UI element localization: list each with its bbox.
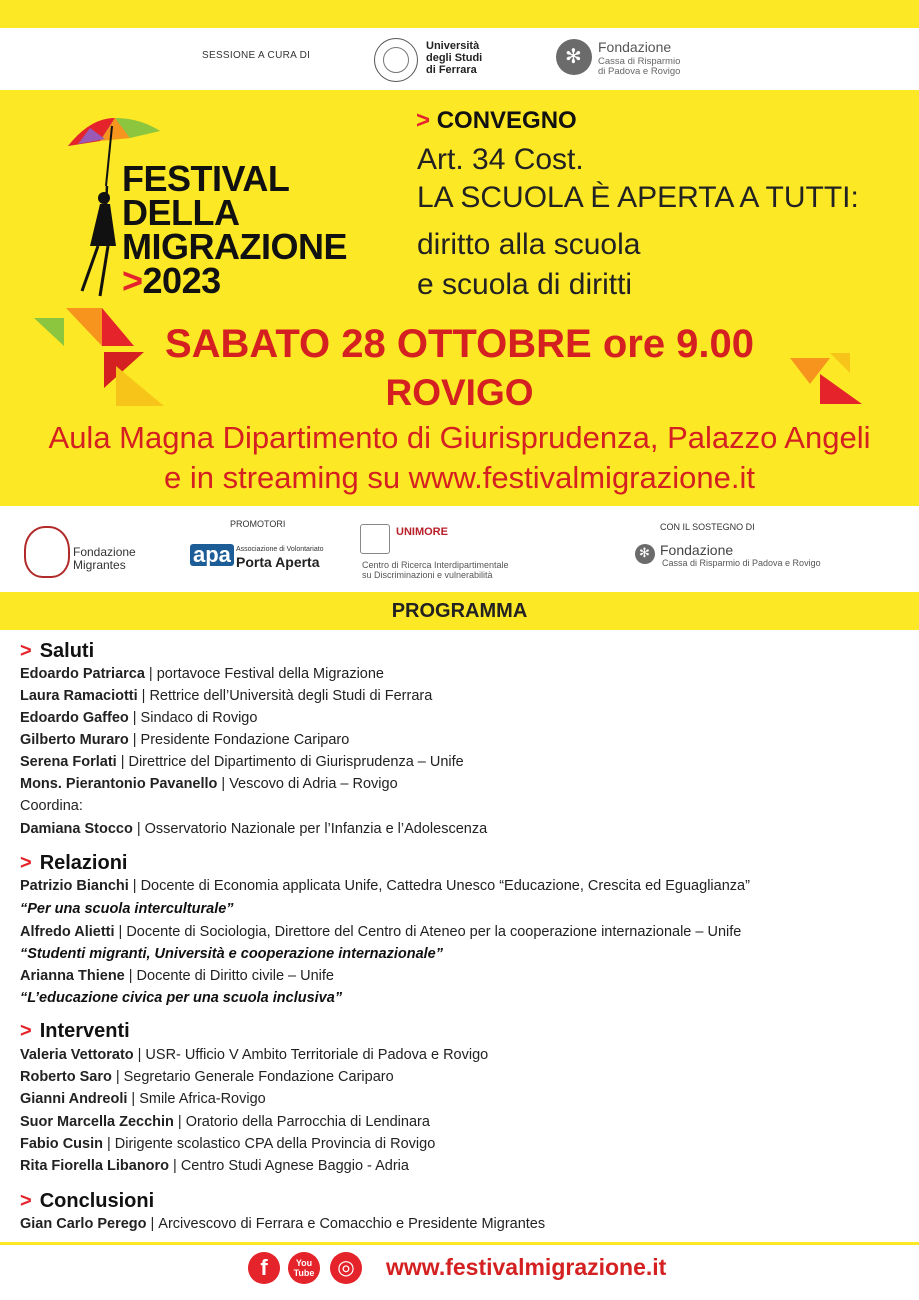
- migrantes-line-2: Migrantes: [73, 558, 126, 572]
- facebook-icon[interactable]: f: [248, 1252, 280, 1284]
- fondazione-name: Fondazione: [598, 39, 672, 55]
- fondazione-subtitle: [598, 57, 680, 77]
- list-item: [20, 1216, 545, 1232]
- speaker-name: Patrizio Bianchi: [20, 878, 129, 894]
- separator: |: [150, 1216, 155, 1232]
- event-venue: Aula Magna Dipartimento di Giurisprudenza, Palazzo Angeli: [48, 420, 871, 455]
- speaker-role: Oratorio della Parrocchia di Lendinara: [185, 1114, 430, 1130]
- festival-year: 2023: [142, 260, 221, 301]
- speaker-name: Valeria Vettorato: [20, 1047, 134, 1063]
- list-item: [20, 732, 349, 748]
- speaker-role: Docente di Economia applicata Unife, Cattedra Unesco “Educazione, Crescita ed Eguaglianza”: [140, 878, 750, 894]
- website-link[interactable]: www.festivalmigrazione.it: [386, 1254, 667, 1280]
- section-conclusioni-title: [20, 1190, 154, 1213]
- section-label: Conclusioni: [39, 1190, 155, 1212]
- speaker-name: Serena Forlati: [20, 754, 117, 770]
- separator: |: [177, 1114, 182, 1130]
- coordina-label: Coordina:: [20, 798, 83, 814]
- apa-logo: apa: [190, 544, 234, 566]
- list-item: [20, 1158, 409, 1174]
- festival-title-line-2: DELLA: [122, 192, 240, 233]
- separator: |: [118, 924, 123, 940]
- fondazione-sub-line-2: di Padova e Rovigo: [598, 66, 681, 77]
- speaker-role: Vescovo di Adria – Rovigo: [229, 776, 398, 792]
- section-saluti-title: [20, 640, 94, 663]
- separator: |: [221, 776, 226, 792]
- speaker-name: Gianni Andreoli: [20, 1091, 128, 1107]
- migrantes-logo-icon: [24, 526, 70, 578]
- speaker-role: Rettrice dell’Università degli Studi di Ferrara: [149, 688, 433, 704]
- apa-name: Porta Aperta: [236, 554, 320, 570]
- speaker-name: Rita Fiorella Libanoro: [20, 1158, 170, 1174]
- separator: |: [148, 666, 153, 682]
- talk-title: “L’educazione civica per una scuola inclusiva”: [20, 990, 343, 1006]
- promotori-label: PROMOTORI: [230, 519, 286, 529]
- speaker-role: Sindaco di Rovigo: [140, 710, 258, 726]
- speaker-role: Dirigente scolastico CPA della Provincia di Rovigo: [114, 1136, 436, 1152]
- list-item: [20, 754, 464, 770]
- speaker-name: Edoardo Gaffeo: [20, 710, 129, 726]
- convegno-label: [416, 107, 577, 135]
- fondazione-logo-icon: [635, 544, 655, 564]
- speaker-name: Gian Carlo Perego: [20, 1216, 147, 1232]
- event-date: SABATO 28 OTTOBRE ore 9.00: [164, 322, 755, 366]
- section-relazioni-title: [20, 852, 127, 875]
- speaker-name: Damiana Stocco: [20, 821, 133, 837]
- instagram-icon[interactable]: ◎: [330, 1252, 362, 1284]
- list-item: [20, 821, 487, 837]
- separator: |: [137, 1047, 142, 1063]
- separator: |: [115, 1069, 120, 1085]
- list-item: [20, 688, 432, 704]
- list-item: [20, 1047, 488, 1063]
- separator: |: [132, 732, 137, 748]
- list-item: [20, 776, 398, 792]
- separator: |: [132, 878, 137, 894]
- programma-title: PROGRAMMA: [391, 600, 528, 622]
- red-arrow-icon: >: [416, 107, 431, 134]
- separator: |: [120, 754, 125, 770]
- unife-name: [426, 40, 482, 76]
- list-item: [20, 1136, 435, 1152]
- speaker-name: Roberto Saro: [20, 1069, 112, 1085]
- speaker-role: Centro Studi Agnese Baggio - Adria: [180, 1158, 409, 1174]
- section-label: Relazioni: [39, 852, 128, 874]
- speaker-name: Suor Marcella Zecchin: [20, 1114, 174, 1130]
- youtube-icon[interactable]: You Tube: [288, 1252, 320, 1284]
- list-item: [20, 666, 384, 682]
- red-arrow-icon: >: [20, 640, 32, 662]
- speaker-name: Gilberto Muraro: [20, 732, 129, 748]
- separator: |: [132, 710, 137, 726]
- red-arrow-icon: >: [20, 1190, 32, 1212]
- talk-title: “Studenti migranti, Università e cooperazione internazionale”: [20, 946, 443, 962]
- red-arrow-icon: >: [20, 852, 32, 874]
- red-arrow-icon: >: [122, 260, 143, 301]
- talk-title: “Per una scuola interculturale”: [20, 901, 234, 917]
- section-label: Interventi: [39, 1020, 130, 1042]
- festival-title-line-3: MIGRAZIONE: [122, 226, 347, 267]
- migrantes-name: [73, 546, 136, 572]
- separator: |: [106, 1136, 111, 1152]
- convegno-line-4: e scuola di diritti: [417, 268, 633, 301]
- unife-line-2: degli Studi: [426, 52, 483, 64]
- speaker-role: portavoce Festival della Migrazione: [156, 666, 384, 682]
- unimore-subtitle: [362, 560, 509, 580]
- section-label: Saluti: [39, 640, 95, 662]
- convegno-line-3: diritto alla scuola: [417, 228, 641, 261]
- unife-line-3: di Ferrara: [426, 64, 477, 76]
- speaker-role: Presidente Fondazione Cariparo: [140, 732, 350, 748]
- separator: |: [141, 688, 146, 704]
- speaker-role: Segretario Generale Fondazione Cariparo: [123, 1069, 394, 1085]
- convegno-line-2: LA SCUOLA È APERTA A TUTTI:: [417, 181, 859, 214]
- list-item: [20, 968, 334, 984]
- event-streaming-link[interactable]: e in streaming su www.festivalmigrazione.it: [164, 460, 755, 495]
- unife-line-1: Università: [426, 40, 480, 52]
- speaker-name: Alfredo Alietti: [20, 924, 115, 940]
- list-item: [20, 924, 741, 940]
- festival-year-line: [122, 260, 347, 301]
- speaker-name: Fabio Cusin: [20, 1136, 103, 1152]
- footer-divider: [0, 1242, 919, 1245]
- sostegno-label: CON IL SOSTEGNO DI: [660, 522, 755, 532]
- top-band: [0, 0, 919, 28]
- speaker-name: Mons. Pierantonio Pavanello: [20, 776, 218, 792]
- list-item: [20, 1091, 266, 1107]
- session-curator-label: SESSIONE A CURA DI: [202, 50, 311, 61]
- separator: |: [131, 1091, 136, 1107]
- list-item: [20, 1069, 394, 1085]
- fondazione-name: Fondazione: [660, 542, 734, 558]
- unimore-name: UNIMORE: [396, 526, 448, 538]
- speaker-role: USR- Ufficio V Ambito Territoriale di Padova e Rovigo: [145, 1047, 489, 1063]
- list-item: [20, 878, 750, 894]
- speaker-role: Docente di Diritto civile – Unife: [136, 968, 334, 984]
- separator: |: [173, 1158, 177, 1174]
- unife-seal-icon: [374, 38, 418, 82]
- festival-title-line-1: FESTIVAL: [122, 158, 290, 199]
- speaker-name: Arianna Thiene: [20, 968, 125, 984]
- section-interventi-title: [20, 1020, 130, 1043]
- event-city: ROVIGO: [385, 372, 534, 413]
- convegno-line-1: Art. 34 Cost.: [417, 143, 584, 176]
- list-item: [20, 710, 257, 726]
- fondazione-logo-icon: [556, 39, 592, 75]
- separator: |: [136, 821, 141, 837]
- unimore-sub-line-2: su Discriminazioni e vulnerabilità: [362, 570, 493, 580]
- speaker-role: Osservatorio Nazionale per l’Infanzia e l’Adolescenza: [144, 821, 488, 837]
- fondazione-subtitle: Cassa di Risparmio di Padova e Rovigo: [662, 558, 821, 568]
- unimore-logo-icon: [360, 524, 390, 554]
- speaker-role: Smile Africa-Rovigo: [139, 1091, 266, 1107]
- speaker-role: Direttrice del Dipartimento di Giurisprudenza – Unife: [128, 754, 464, 770]
- speaker-role: Arcivescovo di Ferrara e Comacchio e Presidente Migrantes: [158, 1216, 546, 1232]
- festival-title: [122, 158, 347, 301]
- separator: |: [128, 968, 133, 984]
- red-arrow-icon: >: [20, 1020, 32, 1042]
- list-item: [20, 1114, 430, 1130]
- apa-subtitle: Associazione di Volontariato: [236, 546, 324, 553]
- convegno-text: CONVEGNO: [436, 107, 577, 134]
- migrantes-line-1: Fondazione: [73, 545, 136, 559]
- unimore-sub-line-1: Centro di Ricerca Interdipartimentale: [362, 560, 509, 570]
- speaker-role: Docente di Sociologia, Direttore del Centro di Ateneo per la cooperazione internazionale – Unife: [126, 924, 742, 940]
- speaker-name: Laura Ramaciotti: [20, 688, 138, 704]
- fondazione-sub-line-1: Cassa di Risparmio: [598, 56, 681, 67]
- speaker-name: Edoardo Patriarca: [20, 666, 145, 682]
